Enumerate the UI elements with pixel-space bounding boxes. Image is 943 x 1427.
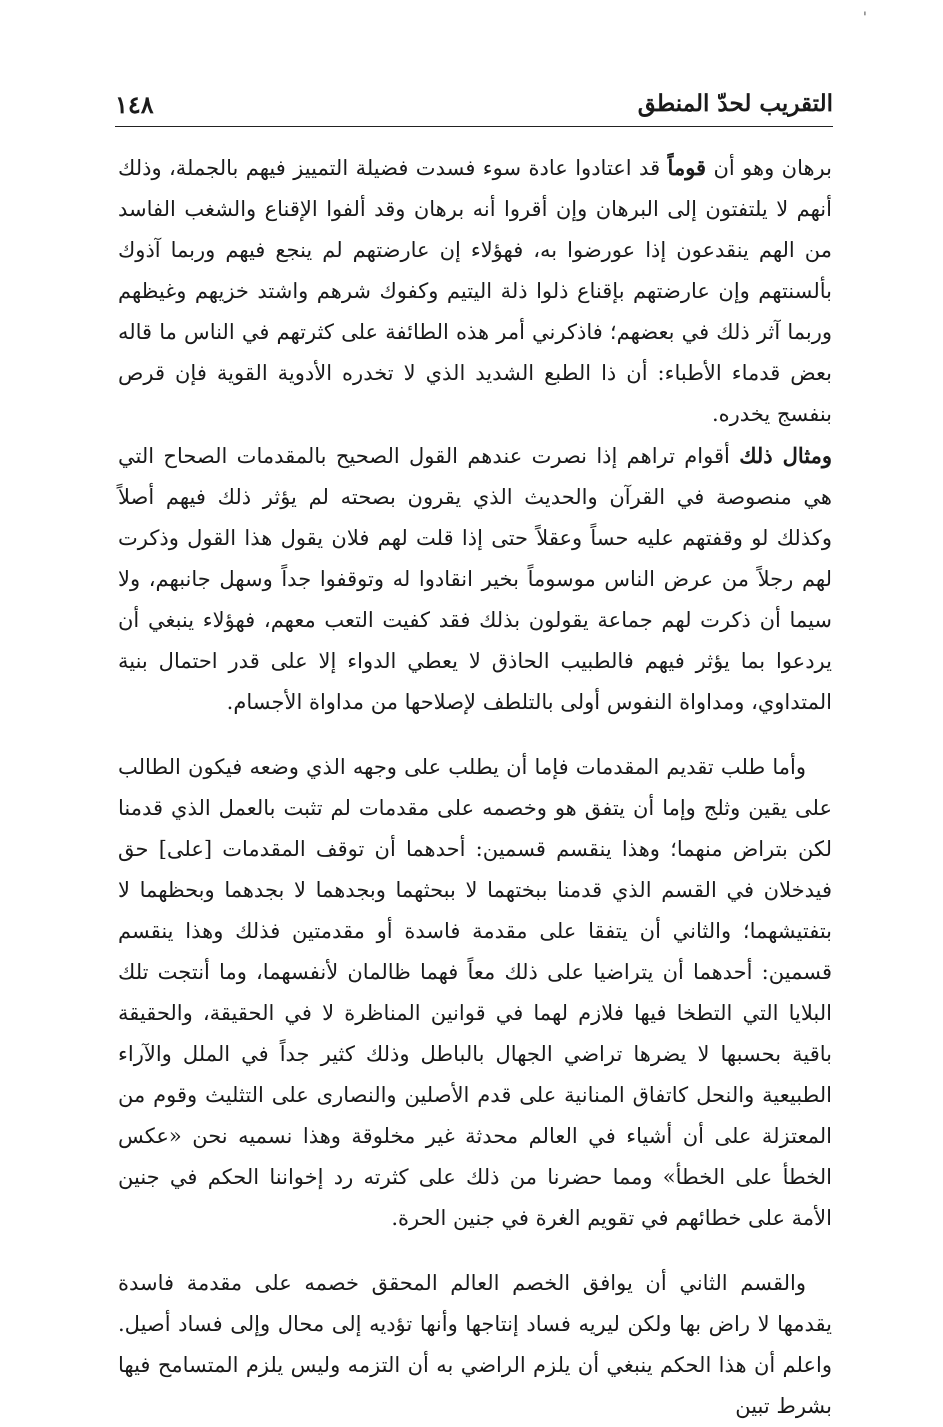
running-header [115,90,833,124]
paragraph-1-text: قد اعتادوا عادة سوء فسدت فضيلة التمييز فيهم بالجملة، وذلك أنهم لا يلتفتون إلى البرهان وإن أقروا أنه برهان وقد ألفوا الإقناع والشغب الفاسد من الهم ينقدعون إذا عورضوا به، فهؤلاء إن عارضتهم لم ينجع فيهم وربما آذوك بألسنتهم وإن عارضتهم بإقناع ذلوا ذلة اليتيم وكفوك شرهم واشتد خزيهم وغيظهم وربما آثر ذلك في بعضهم؛ فاذكرني أمر هذه الطائفة على كثرتهم في الناس ما قاله بعض قدماء الأطباء: أن ذا الطبع الشديد الذي لا تخدره الأدوية القوية فإن قرص بنفسج يخدره. [118,156,832,426]
body-text [118,147,832,1427]
page-number: ١٤٨ [115,90,154,119]
paragraph-1-text: برهان وهو أن [706,156,832,180]
paragraph-3-text: وأما طلب تقديم المقدمات فإما أن يطلب على وجهه الذي وضعه فيكون الطالب على يقين وثلج وإما أن يتفق هو وخصمه على مقدمات لم تثبت بالعمل الذي قدمنا لكن بتراض منهما؛ وهذا ينقسم قسمين: أحدهما أن توقف المقدمات [على] حق فيدخلان في القسم الذي قدمنا ببختهما لا ببحثهما وبجدهما لا بجدهما وبحظهما لا بتفتيشهما؛ والثاني أن يتفقا على مقدمة فاسدة أو مقدمتين فذلك وهذا ينقسم قسمين: أحدهما أن يتراضيا على ذلك معاً فهما ظالمان لأنفسهما، وما أنتجت تلك البلايا التي التطخا فيها فلازم لهما في قوانين المناظرة لا في الحقيقة، والحقيقة باقية بحسبها لا يضرها تراضي الجهال بالباطل وذلك كثير جداً في الملل والآراء الطبيعية والنحل كاتفاق المنانية على قدم الأصلين والنصارى على التثليث وقوم من المعتزلة على أن أشياء في العالم محدثة غير مخلوقة وهذا نسميه نحن «عكس الخطأ على الخطأ» ومما حضرنا من ذلك على كثرته رد إخواننا الحكم في جنين الأمة على خطائهم في تقويم الغرة في جنين الحرة. [118,755,832,1230]
paragraph-4 [118,1263,832,1427]
paragraph-2-bold-term: ومثال ذلك [739,443,832,468]
paragraph-1 [118,147,832,435]
paragraph-4-text: والقسم الثاني أن يوافق الخصم العالم المحقق خصمه على مقدمة فاسدة يقدمها لا راض بها ولكن ليريه فساد إنتاجها وأنها تؤديه إلى محال وإلى فساد أصيل. واعلم أن هذا الحكم ينبغي أن يلزم الراضي به أن التزمه وليس يلزم المتسامح فيها بشرط تبين [118,1271,832,1418]
paragraph-2 [118,435,832,723]
header-title: التقريب لحدّ المنطق [637,90,833,117]
paragraph-1-bold-term: قوماً [667,155,707,180]
paragraph-2-text: أقوام تراهم إذا نصرت عندهم القول الصحيح بالمقدمات الصحاح التي هي منصوصة في القرآن والحديث الذي يقرون بصحته لم يؤثر ذلك فيهم أصلاً وكذلك لو وقفتهم عليه حساً وعقلاً حتى إذا قلت لهم فلان يقول هذا القول وذكرت لهم رجلاً من عرض الناس موسوماً بخير انقادوا له وتوقفوا جداً وسهل جانبهم، ولا سيما أن ذكرت لهم جماعة يقولون بذلك فقد كفيت التعب معهم، فهؤلاء ينبغي أن يردعوا بما يؤثر فيهم فالطبيب الحاذق لا يعطي الدواء إلا على قدر احتمال بنية المتداوي، ومداواة النفوس أولى بالتلطف لإصلاحها من مداواة الأجسام. [118,444,832,714]
header-rule [115,126,833,127]
paragraph-3 [118,747,832,1239]
corner-mark: ' [863,10,867,26]
